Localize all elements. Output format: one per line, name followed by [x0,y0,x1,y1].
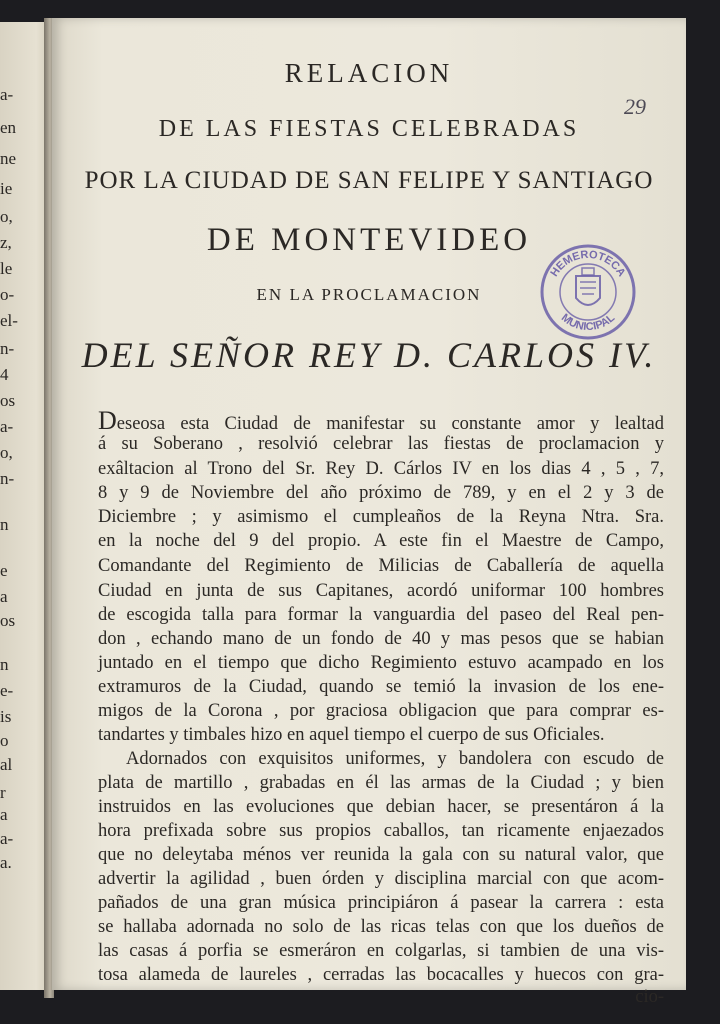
left-fragment: 4 [0,365,9,384]
body-line: tosa alameda de laureles , cerradas las bocacalles y huecos con gra- [98,965,664,985]
left-fragment: n [0,515,9,534]
title-fiestas: DE LAS FIESTAS CELEBRADAS [158,116,580,142]
body-line: tandartes y timbales hizo en aquel tiempo el cuerpo de sus Oficiales. [98,725,605,745]
stamp-bottom-text: MUNICIPAL [558,311,618,334]
body-line: 8 y 9 de Noviembre del año próximo de 789, y en el 2 y 3 de [98,483,664,503]
left-fragment: o- [0,285,15,304]
body-line: Diciembre ; y asimismo el cumpleaños de la Reyna Ntra. Sra. [98,507,664,527]
svg-text:MUNICIPAL [559,312,618,333]
left-fragment: al [0,755,13,774]
left-fragment: n [0,655,9,674]
left-fragment: r [0,783,6,802]
body-line: Ciudad en junta de sus Capitanes, acordó uniformar 100 hombres [98,581,664,601]
body-line: plata de martillo , grabadas en él las armas de la Ciudad ; y bien [98,773,664,793]
stamp-top-text: HEMEROTECA [548,248,628,279]
title-relacion: RELACION [284,58,454,88]
body-line-1-text: eseosa esta Ciudad de manifestar su constante amor y lealtad [116,414,664,434]
left-fragment: os [0,611,16,630]
left-fragment: e- [0,681,14,700]
body-line: pañados de una gran música principiáron á pasear la carrera : esta [98,893,664,913]
body-line: Comandante del Regimiento de Milicias de Caballería de aquella [98,556,664,576]
library-stamp-icon [538,242,638,342]
body-line: en la noche del 9 del propio. A este fin el Maestre de Campo, [98,531,664,551]
body-line: instruidos en las evoluciones que debian hacer, se presentáron á la [98,797,664,817]
left-fragment: o, [0,443,13,462]
body-line: de escogida talla para formar la vanguardia del paseo del Real pen- [98,605,664,625]
title-rey: DEL SEÑOR REY D. CARLOS IV. [81,335,657,375]
title-proclamacion: EN LA PROCLAMACION [256,285,482,304]
left-fragment: e [0,561,8,580]
title-montevideo: DE MONTEVIDEO [206,222,532,258]
left-fragment: n- [0,469,15,488]
body-line: extramuros de la Ciudad, quando se temió la invasion de los ene- [98,677,664,697]
left-fragment: a [0,587,8,606]
drop-cap: D [98,406,117,435]
left-fragment: n- [0,339,15,358]
body-line: hora prefixada sobre sus propios caballos, tan ricamente enjaezados [98,821,664,841]
left-fragment: en [0,118,17,137]
left-fragment: is [0,707,12,726]
body-line: don , echando mano de un fondo de 40 y mas pesos que se habian [98,629,664,649]
body-line: que no deleytaba ménos ver reunida la gala con su natural valor, que [98,845,664,865]
body-line: juntado en el tiempo que dicho Regimiento estuvo acampado en los [98,653,664,673]
body-line: á su Soberano , resolvió celebrar las fiestas de proclamacion y [98,434,664,454]
left-fragment: a- [0,417,14,436]
title-ciudad: POR LA CIUDAD DE SAN FELIPE Y SANTIAGO [84,167,654,194]
body-line-1 [98,408,664,434]
left-fragment: a- [0,85,14,104]
page-number: 29 [624,94,646,119]
body-line: Adornados con exquisitos uniformes, y bandolera con escudo de [126,749,664,769]
left-fragment: a [0,805,8,824]
left-fragment: el- [0,311,18,330]
left-fragment: os [0,391,16,410]
left-fragment: z, [0,233,12,252]
left-fragment: a- [0,829,14,848]
left-fragment: o, [0,207,13,226]
left-fragment: ne [0,149,17,168]
catchword: cio- [635,987,664,1007]
body-line: migos de la Corona , por graciosa obligacion que para comprar es- [98,701,664,721]
left-fragment: le [0,259,13,278]
left-fragment: ie [0,179,13,198]
body-line: advertir la agilidad , buen órden y disciplina marcial con que acom- [98,869,664,889]
body-line: las casas á porfia se esmeráron en colgarlas, si tambien de una vis- [98,941,664,961]
body-line: exâltacion al Trono del Sr. Rey D. Cárlos IV en los dias 4 , 5 , 7, [98,459,664,479]
body-line: se hallaba adornada no solo de las ricas telas con que los dueños de [98,917,664,937]
left-fragment: o [0,731,9,750]
left-fragment: a. [0,853,12,872]
